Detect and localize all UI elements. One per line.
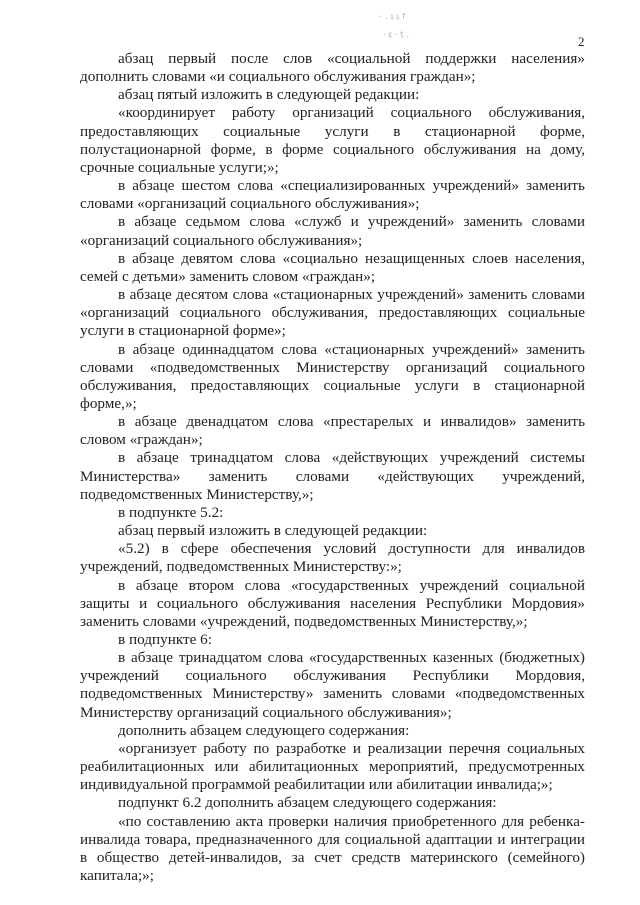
paragraph: в абзаце девятом слова «социально незащищенных слоев населения, семей с детьми» заменить словом «граждан»; — [80, 249, 585, 285]
paragraph: в абзаце седьмом слова «служб и учреждений» заменить словами «организаций социального обслуживания»; — [80, 213, 585, 249]
paragraph: абзац первый после слов «социальной поддержки населения» дополнить словами «и социального обслуживания граждан»; — [80, 50, 585, 86]
paragraph: в подпункте 6: — [118, 631, 212, 648]
paragraph: «организует работу по разработке и реализации перечня социальных реабилитационных или абилитационных мероприятий, предусмотренных индивидуальной программой реабилитации или абилитации инвалида;»; — [80, 739, 585, 794]
document-body — [80, 50, 585, 885]
paragraph: абзац пятый изложить в следующей редакции: — [118, 86, 420, 104]
page-number: 2 — [578, 34, 585, 49]
paragraph: абзац первый изложить в следующей редакции: — [118, 522, 428, 540]
paragraph: в абзаце одиннадцатом слова «стационарных учреждений» заменить словами «подведомственных Министерству организаций социального обслуживания, предоставляющих социальные услуги в стационарной форме,»; — [80, 340, 585, 412]
paragraph: «по составлению акта проверки наличия приобретенного для ребенка-инвалида товара, предназначенного для социальной адаптации и интеграции в общество детей-инвалидов, за счет средств материнского (семейного) капитала;»; — [80, 812, 585, 885]
paragraph: в абзаце втором слова «государственных учреждений социальной защиты и социального обслуживания населения Республики Мордовия» заменить словами «учреждений, подведомственных Министерству,»; — [80, 576, 585, 630]
paragraph: подпункт 6.2 дополнить абзацем следующего содержания: — [118, 794, 497, 812]
paragraph: в подпункте 5.2: — [118, 503, 224, 521]
paragraph: дополнить абзацем следующего содержания: — [118, 721, 410, 739]
scan-artifact-top: ·.ı̣ı̣f — [378, 12, 408, 21]
paragraph: «координирует работу организаций социального обслуживания, предоставляющих социальные услуги в стационарной форме, полустационарной форме, в форме социального обслуживания на дому, срочные социальные услуги;»; — [80, 104, 585, 176]
scan-artifact-lower: ·ɛ̣·ṭ. — [382, 30, 412, 39]
paragraph: «5.2) в сфере обеспечения условий доступности для инвалидов учреждений, подведомственных Министерству:»; — [80, 540, 585, 576]
paragraph: в абзаце десятом слова «стационарных учреждений» заменить словами «организаций социального обслуживания, предоставляющих социальные услуги в стационарной форме»; — [80, 286, 585, 340]
paragraph: в абзаце тринадцатом слова «государственных казенных (бюджетных) учреждений социального обслуживания Республики Мордовия, подведомственных Министерству» заменить словами «подведомственных Министерству организаций социального обслуживания»; — [80, 649, 585, 721]
paragraph: в абзаце шестом слова «специализированных учреждений» заменить словами «организаций социального обслуживания»; — [80, 177, 585, 213]
paragraph: в абзаце тринадцатом слова «действующих учреждений системы Министерства» заменить словами «действующих учреждений, подведомственных Министерству,»; — [80, 449, 585, 503]
paragraph: в абзаце двенадцатом слова «престарелых и инвалидов» заменить словом «граждан»; — [80, 413, 585, 449]
